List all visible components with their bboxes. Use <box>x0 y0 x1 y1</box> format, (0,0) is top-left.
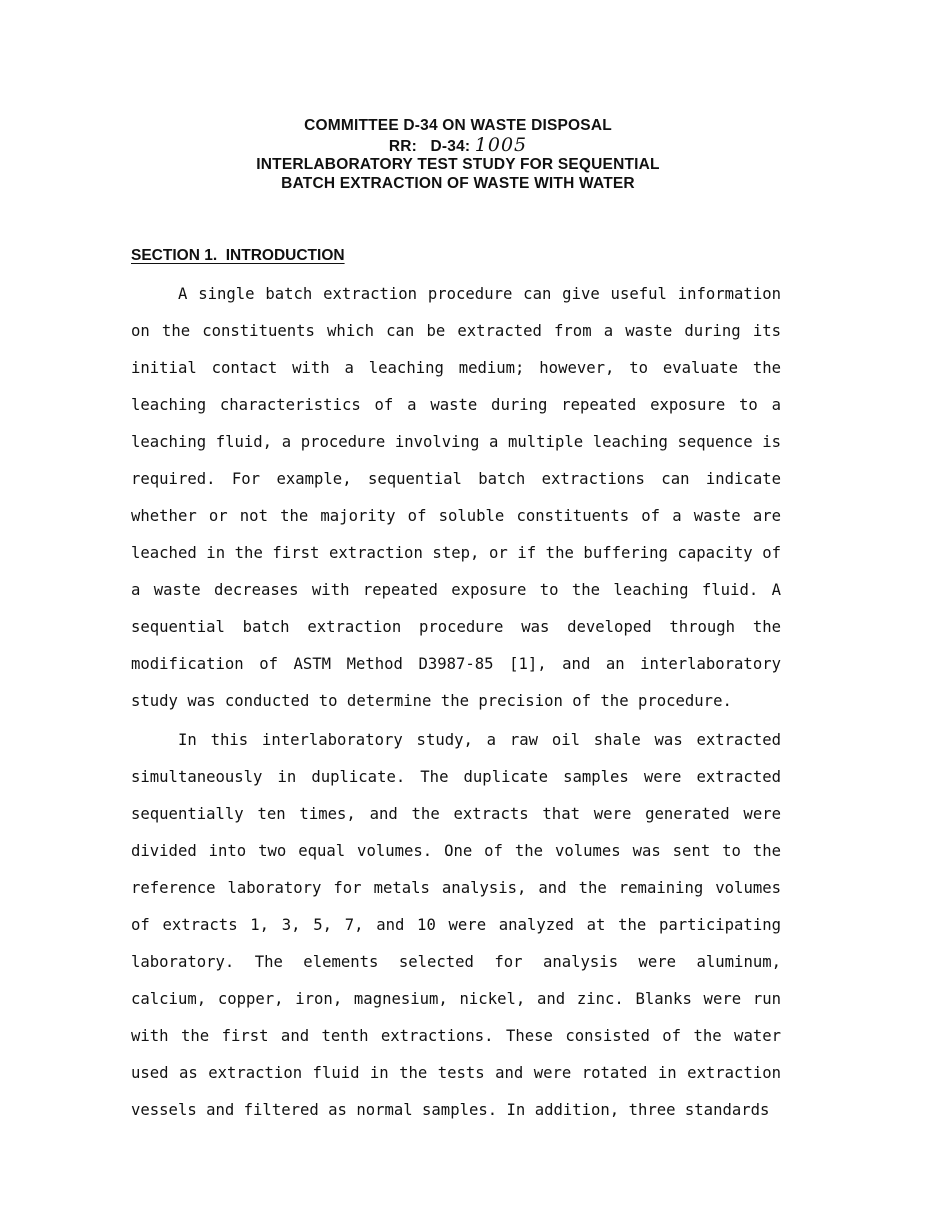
study-title-line-2: BATCH EXTRACTION OF WASTE WITH WATER <box>281 174 635 192</box>
section-heading: SECTION 1. INTRODUCTION <box>131 247 345 264</box>
introduction-paragraph-1: A single batch extraction procedure can give useful information on the constituents which can be extracted from a waste during its initial contact with a leaching medium; however, to evaluate the leaching characteristics of a waste during repeated exposure to a leaching fluid, a procedure involving a multiple leaching sequence is required. For example, sequential batch extractions can indicate whether or not the majority of soluble constituents of a waste are leached in the first extraction step, or if the buffering capacity of a waste decreases with repeated exposure to the leaching fluid. A sequential batch extraction procedure was developed through the modification of ASTM Method D3987-85 [1], and an interlaboratory study was conducted to determine the precision of the procedure. <box>131 285 781 710</box>
study-title-line-1: INTERLABORATORY TEST STUDY FOR SEQUENTIAL <box>256 156 660 173</box>
committee-title: COMMITTEE D-34 ON WASTE DISPOSAL <box>304 117 612 134</box>
report-number-label: RR: D-34: <box>388 137 471 155</box>
introduction-paragraph-2: In this interlaboratory study, a raw oil shale was extracted simultaneously in duplicate. The duplicate samples were extracted sequentially ten times, and the extracts that were generated were divided into two equal volumes. One of the volumes was sent to the reference laboratory for metals analysis, and the remaining volumes of extracts 1, 3, 5, 7, and 10 were analyzed at the participating laboratory. The elements selected for analysis were aluminum, calcium, copper, iron, magnesium, nickel, and zinc. Blanks were run with the first and tenth extractions. These consisted of the water used as extraction fluid in the tests and were rotated in extraction vessels and filtered as normal samples. In addition, three standards <box>131 731 781 1119</box>
handwritten-report-number: 1005 <box>474 133 528 156</box>
report-number-line <box>0 133 916 157</box>
document-header <box>0 117 916 193</box>
